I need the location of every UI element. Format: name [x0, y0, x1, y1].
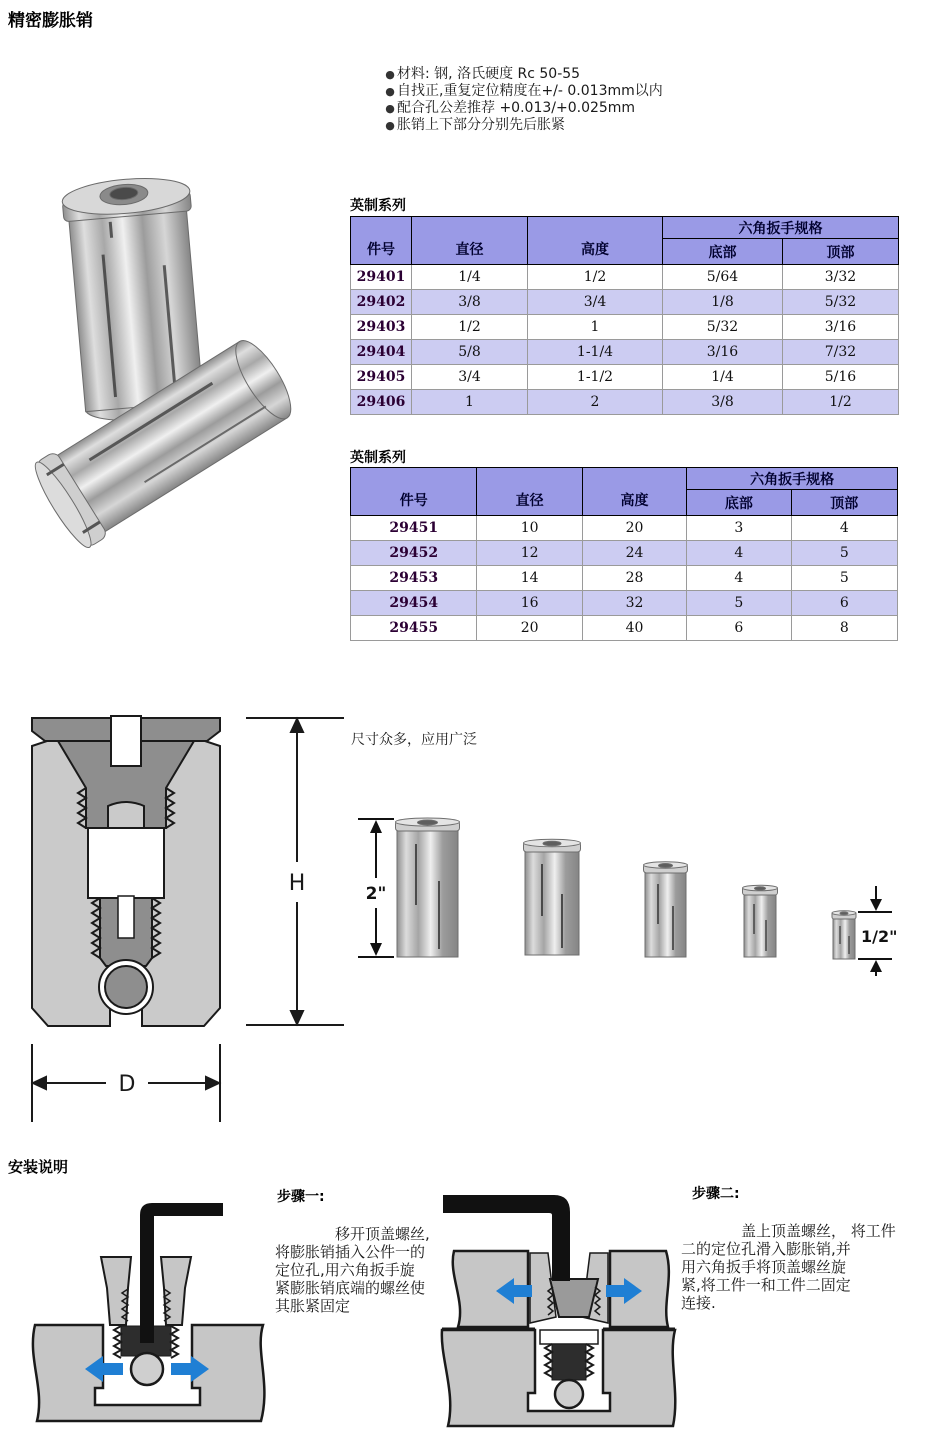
cell-hex-top: 3/32	[783, 265, 899, 290]
imperial-series-table	[350, 216, 899, 415]
cell-height: 20	[582, 516, 686, 541]
col-header-height: 高度	[582, 468, 686, 516]
inner-cavity	[540, 1330, 598, 1344]
cell-height: 3/4	[528, 290, 663, 315]
expansion-ball	[105, 966, 147, 1008]
cell-height: 1	[528, 315, 663, 340]
cell-diameter: 1/2	[412, 315, 528, 340]
table2-label: 英制系列	[350, 450, 406, 466]
arrow-up-icon	[870, 960, 882, 972]
pin-size-1	[396, 818, 460, 957]
cell-part: 29454	[351, 591, 477, 616]
table-row	[351, 290, 899, 315]
table-row	[351, 365, 899, 390]
col-header-diameter: 直径	[412, 217, 528, 265]
cell-diameter: 3/8	[412, 290, 528, 315]
table-row	[351, 340, 899, 365]
product-photo-expansion-pins	[30, 160, 340, 580]
arrow-right-icon	[206, 1077, 219, 1089]
col-header-bottom: 底部	[663, 239, 783, 265]
thread-zigzag	[171, 1326, 178, 1358]
h-dimension-label: H	[288, 871, 306, 896]
cell-hex-top: 5/16	[783, 365, 899, 390]
expansion-ball	[131, 1353, 163, 1385]
spec-bullet-list	[383, 66, 663, 134]
table-row	[351, 566, 898, 591]
cell-hex-bottom: 5	[687, 591, 791, 616]
cell-hex-bottom: 5/64	[663, 265, 783, 290]
cell-hex-top: 5/32	[783, 290, 899, 315]
cell-diameter: 20	[477, 616, 582, 641]
cell-height: 28	[582, 566, 686, 591]
expansion-ball	[555, 1380, 583, 1408]
step-text-line: 将膨胀销插入公件一的	[275, 1243, 426, 1261]
col-header-part: 件号	[351, 468, 477, 516]
thread-zigzag	[114, 1326, 121, 1358]
bullet-dot-icon: ●	[385, 85, 395, 98]
col-header-bottom: 底部	[687, 490, 791, 516]
pin-size-5	[832, 911, 856, 959]
cell-height: 1/2	[528, 265, 663, 290]
cell-hex-top: 5	[791, 541, 897, 566]
col-header-hex-group: 六角扳手规格	[663, 217, 899, 239]
step1-title: 步骤一:	[277, 1189, 325, 1205]
pin-size-3	[644, 862, 688, 957]
step2-text	[681, 1222, 911, 1312]
cell-part: 29406	[351, 390, 412, 415]
arrow-up-icon	[370, 820, 382, 833]
bullet-dot-icon: ●	[385, 68, 395, 81]
step-text-line: 二的定位孔滑入膨胀销,并	[681, 1240, 851, 1258]
bullet-item	[383, 117, 663, 134]
bullet-text: 配合孔公差推荐 +0.013/+0.025mm	[397, 100, 636, 116]
cell-hex-top: 1/2	[783, 390, 899, 415]
cell-hex-bottom: 4	[687, 541, 791, 566]
cell-diameter: 14	[477, 566, 582, 591]
step-text-line: 盖上顶盖螺丝， 将工件	[741, 1222, 896, 1240]
bullet-dot-icon: ●	[385, 102, 395, 115]
page-title: 精密膨胀销	[8, 11, 93, 31]
col-header-top: 顶部	[791, 490, 897, 516]
bullet-item	[383, 83, 663, 100]
pin-sizes-photo-row	[340, 786, 900, 976]
cell-diameter: 5/8	[412, 340, 528, 365]
step2-diagram	[440, 1183, 685, 1434]
arrow-up-icon	[291, 719, 303, 732]
large-dimension-label: 2"	[365, 884, 387, 904]
cell-diameter: 16	[477, 591, 582, 616]
col-header-hex-group: 六角扳手规格	[687, 468, 898, 490]
cell-part: 29403	[351, 315, 412, 340]
table-row	[351, 265, 899, 290]
cell-hex-bottom: 6	[687, 616, 791, 641]
bullet-item	[383, 66, 663, 83]
cell-part: 29453	[351, 566, 477, 591]
cell-hex-bottom: 3	[687, 516, 791, 541]
cell-hex-top: 5	[791, 566, 897, 591]
sizes-caption: 尺寸众多，应用广泛	[351, 732, 477, 748]
cell-hex-top: 4	[791, 516, 897, 541]
cell-diameter: 10	[477, 516, 582, 541]
cell-height: 40	[582, 616, 686, 641]
thread-zigzag	[586, 1344, 593, 1377]
step-text-line: 移开顶盖螺丝,	[335, 1225, 430, 1243]
col-header-height: 高度	[528, 217, 663, 265]
cell-diameter: 12	[477, 541, 582, 566]
arrow-left-icon	[33, 1077, 46, 1089]
step-text-line: 其胀紧固定	[275, 1297, 351, 1315]
pin-size-2	[524, 839, 581, 955]
step1-diagram	[15, 1183, 275, 1434]
bullet-item	[383, 100, 663, 117]
bullet-text: 胀销上下部分分别先后胀紧	[397, 117, 565, 133]
bottom-screw	[552, 1344, 586, 1380]
cell-height: 1-1/4	[528, 340, 663, 365]
table-row	[351, 390, 899, 415]
cell-part: 29405	[351, 365, 412, 390]
col-header-part: 件号	[351, 217, 412, 265]
cell-diameter: 1/4	[412, 265, 528, 290]
table-row	[351, 516, 898, 541]
top-cap-screw	[550, 1279, 598, 1317]
cell-hex-bottom: 1/8	[663, 290, 783, 315]
bottom-screw-slot	[118, 896, 134, 938]
metric-series-table	[350, 467, 898, 641]
cell-part: 29451	[351, 516, 477, 541]
arrow-down-icon	[291, 1011, 303, 1024]
col-header-diameter: 直径	[477, 468, 582, 516]
table-row	[351, 591, 898, 616]
bullet-text: 材料: 钢, 洛氏硬度 Rc 50-55	[397, 66, 581, 82]
cell-diameter: 3/4	[412, 365, 528, 390]
table-row	[351, 315, 899, 340]
install-section-title: 安装说明	[8, 1158, 69, 1176]
step-text-line: 紧,将工件一和工件二固定	[681, 1276, 851, 1294]
cell-height: 2	[528, 390, 663, 415]
step-text-line: 连接.	[681, 1294, 716, 1312]
cell-hex-top: 6	[791, 591, 897, 616]
cell-part: 29402	[351, 290, 412, 315]
cell-hex-bottom: 5/32	[663, 315, 783, 340]
cross-section-drawing	[10, 700, 350, 1140]
pin-size-4	[743, 885, 778, 957]
cell-hex-top: 3/16	[783, 315, 899, 340]
cell-part: 29404	[351, 340, 412, 365]
cell-hex-top: 8	[791, 616, 897, 641]
cell-part: 29455	[351, 616, 477, 641]
cell-part: 29401	[351, 265, 412, 290]
cell-hex-bottom: 3/16	[663, 340, 783, 365]
col-header-top: 顶部	[783, 239, 899, 265]
cell-height: 24	[582, 541, 686, 566]
step2-title: 步骤二:	[692, 1186, 740, 1202]
small-dimension-label: 1/2"	[861, 927, 898, 946]
bullet-dot-icon: ●	[385, 119, 395, 132]
cap-slot	[111, 716, 141, 766]
thread-zigzag	[545, 1344, 552, 1377]
table-row	[351, 541, 898, 566]
cell-hex-bottom: 1/4	[663, 365, 783, 390]
cell-hex-bottom: 3/8	[663, 390, 783, 415]
cell-hex-top: 7/32	[783, 340, 899, 365]
table-row	[351, 616, 898, 641]
cell-height: 1-1/2	[528, 365, 663, 390]
bullet-text: 自找正,重复定位精度在+/- 0.013mm以内	[397, 83, 663, 99]
cell-hex-bottom: 4	[687, 566, 791, 591]
cell-diameter: 1	[412, 390, 528, 415]
step-text-line: 定位孔,用六角扳手旋	[275, 1261, 415, 1279]
arrow-down-icon	[370, 943, 382, 956]
table1-label: 英制系列	[350, 198, 406, 214]
d-dimension-label: D	[118, 1072, 136, 1097]
cell-height: 32	[582, 591, 686, 616]
step-text-line: 紧膨胀销底端的螺丝使	[275, 1279, 426, 1297]
cell-part: 29452	[351, 541, 477, 566]
arrow-down-icon	[870, 899, 882, 911]
step-text-line: 用六角扳手将顶盖螺丝旋	[681, 1258, 847, 1276]
inner-cavity	[88, 828, 164, 898]
